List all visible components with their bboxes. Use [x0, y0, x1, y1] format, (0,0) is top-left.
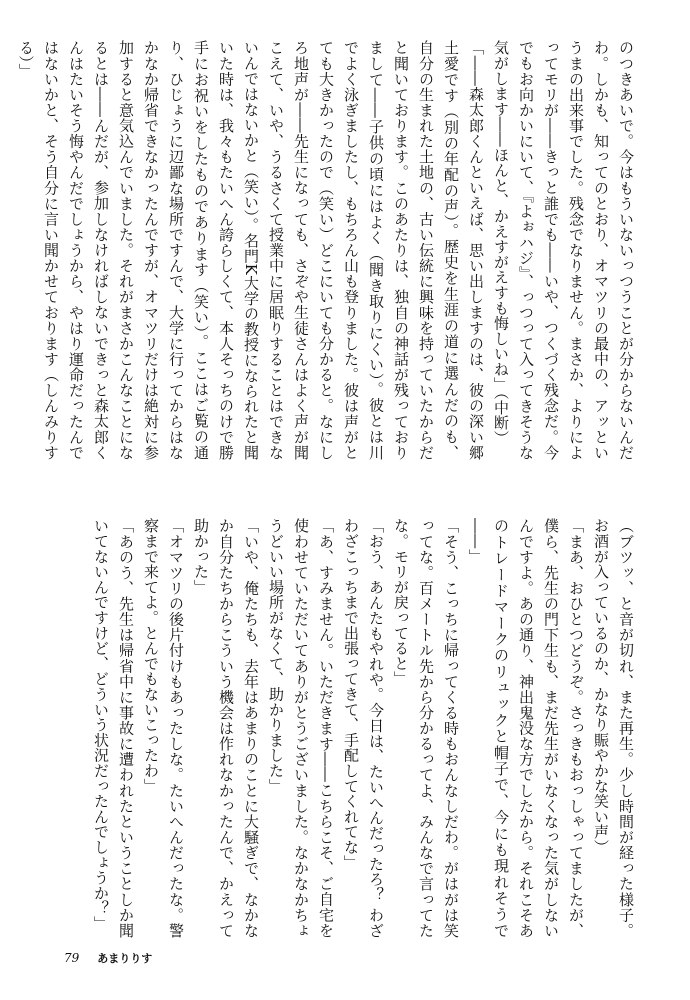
upper-paragraph-1: のつきあいで。今はもういないっつうことが分からないんだわ。しかも、知ってのとおり、オマツリの最中の、アッというまの出来事でした。残念でなりません。まさか、よりによってモリが――きっと誰でも――いや、つくづく残念だ。今でもお向かいにいて、『よぉハジ』、っつって入ってきそうな気がします――ほんと、かえすがえすも悔しいね」（中断） [492, 40, 635, 460]
lower-paragraph-6: 「いや、俺たちも、去年はあまりのことに大騒ぎで、なかなか自分たちからこういう機会は作れなかったんで、かえって助かった」 [192, 518, 260, 938]
upper-text-block [17, 40, 638, 460]
lower-paragraph-2: 「まあ、おひとつどうぞ。さっきもおっしゃってましたが、僕ら、先生の門下生も、まだ先生がいなくなった気がしないんですよ。あの通り、神出鬼没な方でしたから。それこそあのトレードマークのリュックと帽子で、今にも現れそうで――」 [467, 518, 585, 938]
lower-paragraph-5: 「あ、すみません。いただきます――こちらこそ、ご自宅を使わせていただいてありがとうございました。なかなかちょうどいい場所がなくて、助かりました」 [267, 518, 335, 938]
page-number: 79 [64, 951, 80, 965]
book-title: あまりりす [97, 952, 153, 965]
lower-paragraph-8: 「あのう、先生は帰省中に事故に遭われたということしか聞いてないんですけど、どういう状況だったんでしょうか？」 [92, 518, 135, 938]
lower-text-block [78, 518, 638, 938]
lower-paragraph-4: 「おう、あんたもやれや。今日は、たいへんだったろ？ わざわざこっちまで出張ってきて、手配してくれてな」 [342, 518, 385, 938]
page-footer [64, 950, 152, 966]
lower-paragraph-7: 「オマツリの後片付けもあったしな。たいへんだったな。警察まで来てよ。とんでもないこったわ」 [142, 518, 185, 938]
upper-paragraph-2: 「――森太郎くんといえば、思い出しますのは、彼の深い郷土愛です（別の年配の声）。歴史を生涯の道に選んだのも、自分の生まれた土地の、古い伝統に興味を持っていたからだと聞いております。このあたりは、独自の神話が残っておりまして――子供の頃にはよく（聞き取りにくい）。彼とは川でよく泳ぎましたし、もちろん山も登りました。彼は声がとても大きかったので（笑い）どこにいても分かると。なにしろ地声が――先生になっても、さぞや生徒さんはよく声が聞こえて、いや、うるさくて授業中に居眠りすることはできないんではないかと（笑い）。名門K大学の教授になられたと聞いた時は、我々もたいへん誇らしくて、本人そっちのけで勝手にお祝いをしたものであります（笑い）。ここはご覧の通り、ひじょうに辺鄙な場所ですんで、大学に行ってからはなかなか帰省できなかったんですが、オマツリだけは絶対に参加すると意気込んでいました。それがまさかこんなことになるとは――んだが、参加しなければしないできっと森太郎くんはたいそう悔やんだでしょうから、やはり運命だったんではないかと、そう自分に言い聞かせております（しんみりする）」 [17, 40, 485, 460]
lower-paragraph-3: 「そう、こっちに帰ってくる時もおんなしだわ。がはがは笑ってな。百メートル先から分かるってよ、みんなで言ってたな。モリが戻ってると」 [392, 518, 460, 938]
lower-paragraph-1: （ブツッ、と音が切れ、また再生。少し時間が経った様子。お酒が入っているのか、かなり賑やかな笑い声） [592, 518, 635, 938]
